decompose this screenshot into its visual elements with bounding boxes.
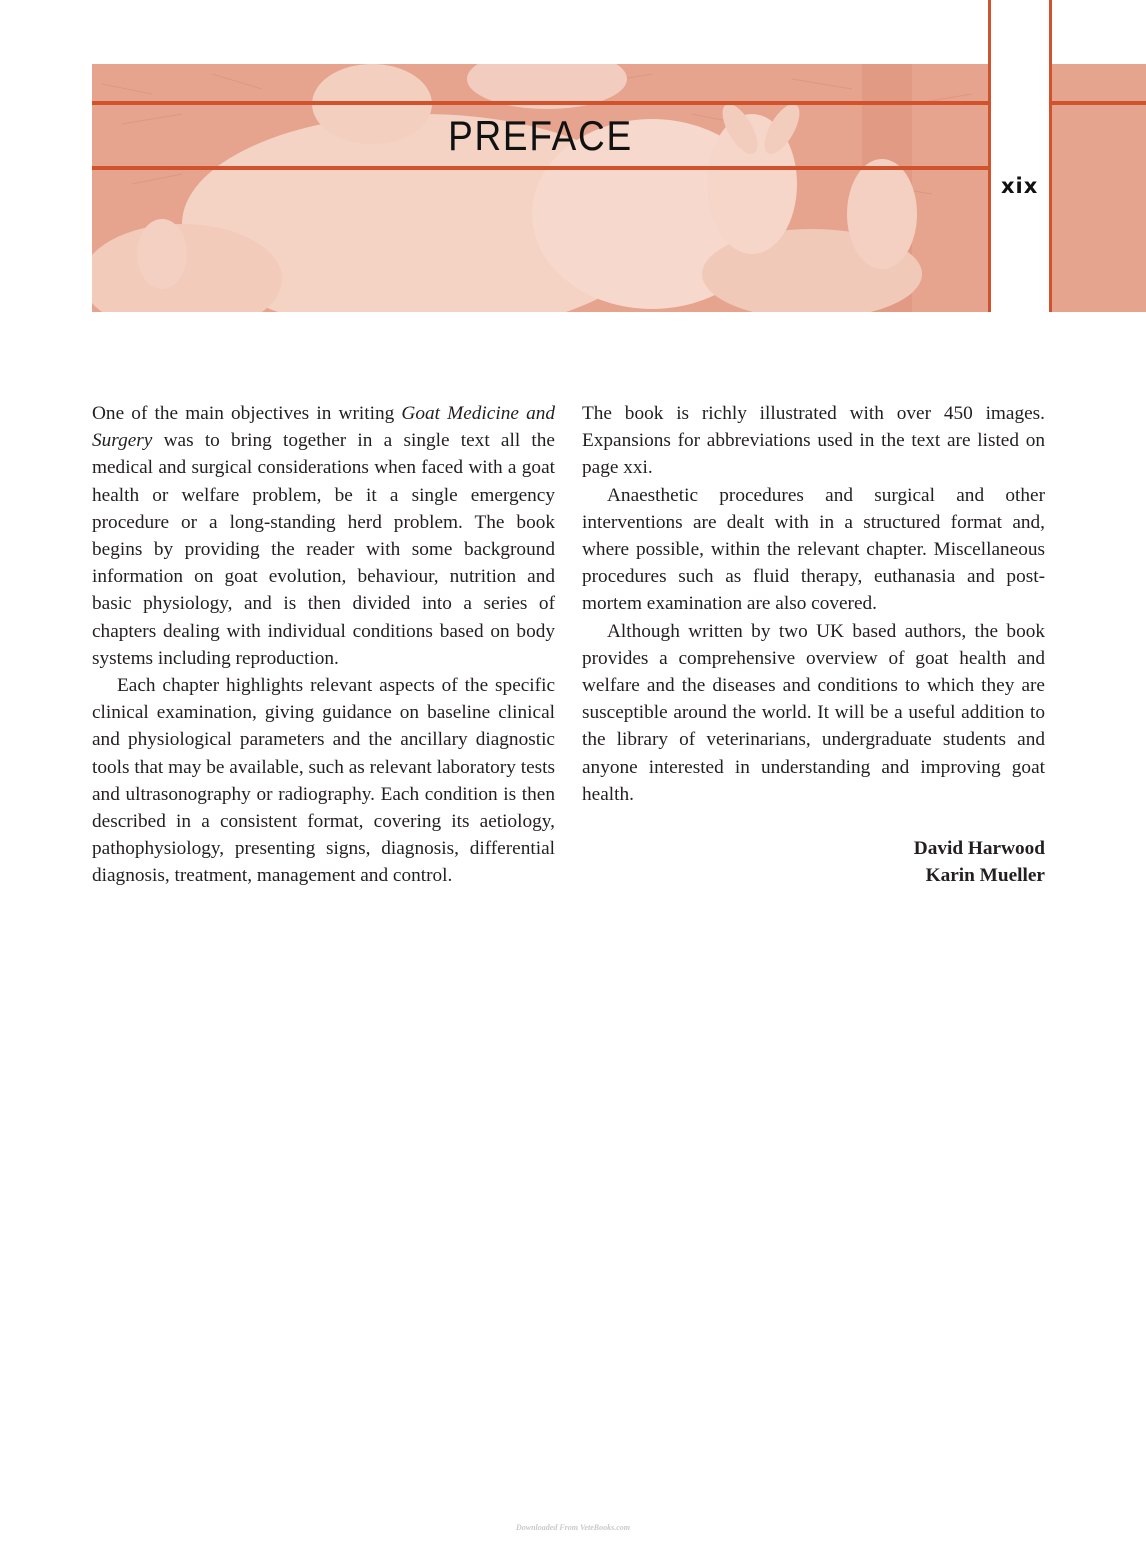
paragraph-text: was to bring together in a single text all the medical and surgical considerations when faced with a goat health or welfare problem, be it a single emergency procedure or a long-standing herd problem. The book begins by providing the reader with some background information on goat evolution, behaviour, nutrition and basic physiology, and is then divided into a series of chapters dealing with individual conditions based on body systems including reproduction.	[92, 430, 555, 669]
header-bottom-rule	[92, 166, 989, 170]
header-top-rule	[92, 101, 989, 105]
page-number: xix	[1001, 174, 1039, 198]
left-column	[92, 400, 555, 890]
paragraph: Anaesthetic procedures and surgical and other interventions are dealt with in a structured format and, where possible, within the relevant chapter. Miscellaneous procedures such as fluid therapy, euthanasia and post-mortem examination are also covered.	[582, 484, 1045, 615]
paragraph-text: One of the main objectives in writing	[92, 403, 402, 424]
author-signatures	[582, 835, 1045, 889]
paragraph: The book is richly illustrated with over 450 images. Expansions for abbreviations used in the text are listed on page xxi.	[582, 403, 1045, 479]
author-name: David Harwood	[913, 838, 1045, 860]
page-title: PREFACE	[448, 112, 633, 159]
book-title-italic: Goat Medicine and Surgery	[92, 403, 555, 452]
side-tab-rule	[1052, 101, 1146, 105]
footer-watermark: Downloaded From VeteBooks.com	[515, 1523, 630, 1532]
right-column	[582, 400, 1045, 889]
paragraph: Although written by two UK based authors, the book provides a comprehensive overview of goat health and welfare and the diseases and conditions to which they are susceptible around the world. It will be a useful addition to the library of veterinarians, undergraduate students and anyone interested in understanding and improving goat health.	[582, 620, 1045, 805]
paragraph: Each chapter highlights relevant aspects of the specific clinical examination, giving guidance on baseline clinical and physiological parameters and the ancillary diagnostic tools that may be available, such as relevant laboratory tests and ultrasonography or radiography. Each condition is then described in a consistent format, covering its aetiology, pathophysiology, presenting signs, diagnosis, differential diagnosis, treatment, management and control.	[92, 675, 555, 887]
author-name: Karin Mueller	[925, 865, 1045, 887]
vertical-rule-left	[988, 0, 991, 312]
paragraph	[92, 400, 555, 672]
